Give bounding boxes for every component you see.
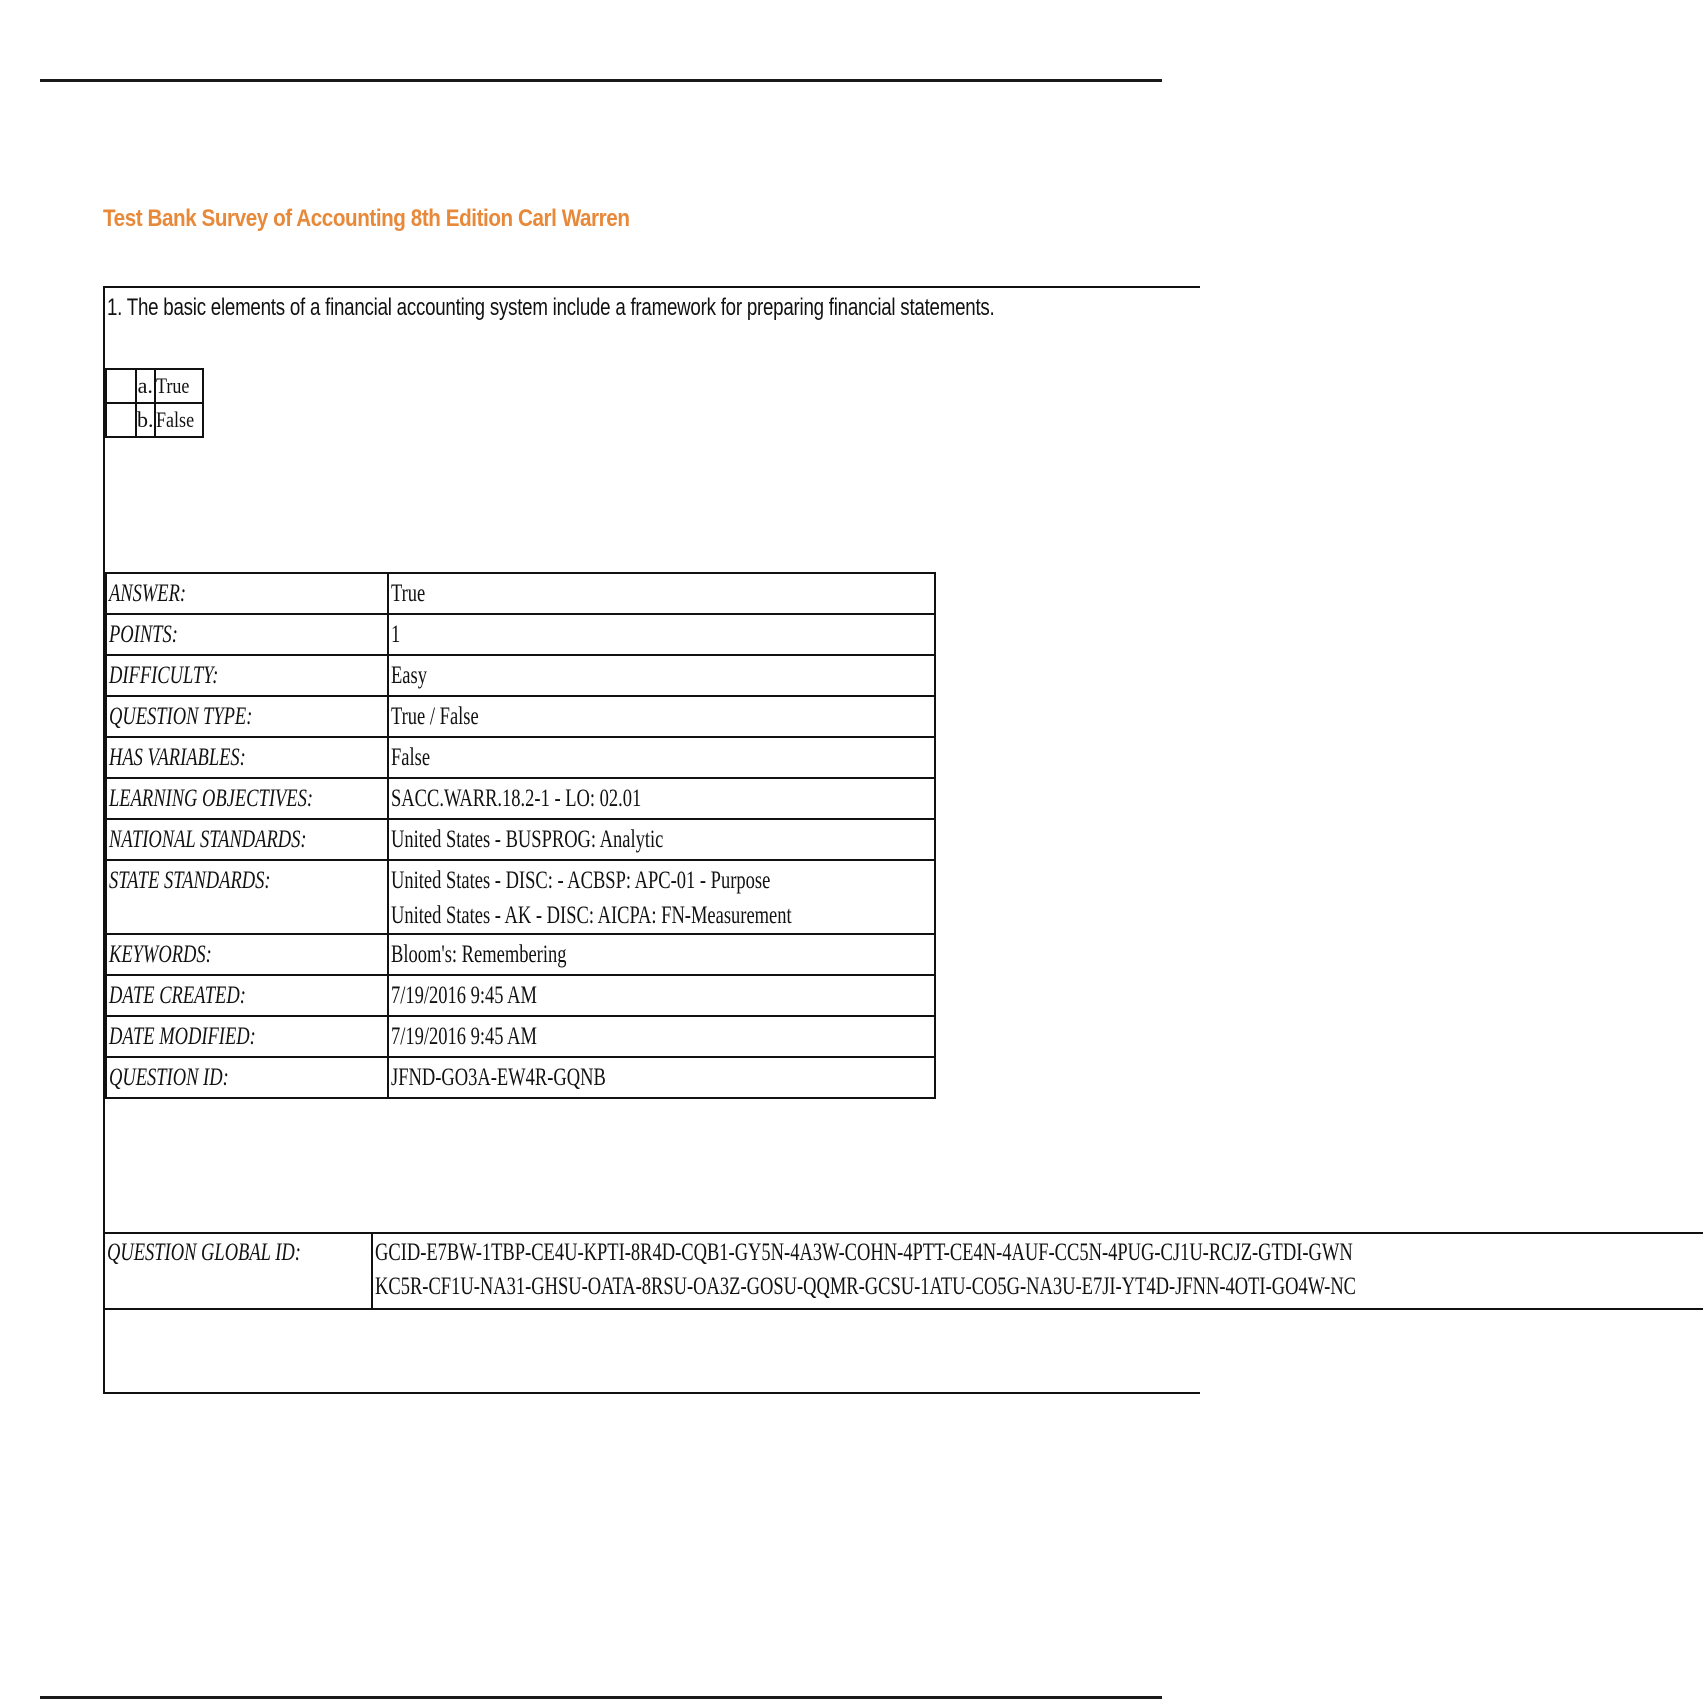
meta-value: 1 — [388, 614, 935, 655]
meta-row — [106, 696, 935, 737]
meta-value: 7/19/2016 9:45 AM — [388, 1016, 935, 1057]
choice-text — [155, 403, 203, 437]
meta-key: ANSWER: — [106, 573, 388, 614]
meta-value: True — [388, 573, 935, 614]
meta-row — [106, 655, 935, 696]
meta-row — [106, 614, 935, 655]
meta-value: Easy — [388, 655, 935, 696]
meta-key: DATE CREATED: — [106, 975, 388, 1016]
choice-letter: b. — [136, 403, 155, 437]
top-rule — [40, 79, 1162, 82]
choice-row — [106, 369, 203, 403]
global-id-line-2: KC5R-CF1U-NA31-GHSU-OATA-8RSU-OA3Z-GOSU-QQMR-GCSU-1ATU-CO5G-NA3U-E7JI-YT4D-JFNN-4OTI-GO4W-NC — [375, 1273, 1357, 1300]
meta-key: NATIONAL STANDARDS: — [106, 819, 388, 860]
meta-value: JFND-GO3A-EW4R-GQNB — [388, 1057, 935, 1098]
meta-value: United States - BUSPROG: Analytic — [388, 819, 935, 860]
meta-value: False — [388, 737, 935, 778]
choice-label: True — [155, 373, 189, 398]
meta-row — [106, 573, 935, 614]
meta-value: 7/19/2016 9:45 AM — [388, 975, 935, 1016]
metadata-table — [105, 572, 936, 1099]
choice-text — [155, 369, 203, 403]
meta-row — [106, 1016, 935, 1057]
meta-row — [106, 819, 935, 860]
meta-key: KEYWORDS: — [106, 934, 388, 975]
meta-row — [106, 860, 935, 934]
bottom-rule — [40, 1696, 1162, 1699]
meta-key: LEARNING OBJECTIVES: — [106, 778, 388, 819]
meta-key: QUESTION TYPE: — [106, 696, 388, 737]
meta-key: DIFFICULTY: — [106, 655, 388, 696]
meta-key: QUESTION ID: — [106, 1057, 388, 1098]
choice-letter: a. — [136, 369, 155, 403]
answer-choices — [105, 368, 204, 438]
meta-value: United States - DISC: - ACBSP: APC-01 - Purpose United States - AK - DISC: AICPA: FN-Measurement — [388, 860, 935, 934]
question-text: 1. The basic elements of a financial accounting system include a framework for preparing financial statements. — [107, 294, 995, 321]
meta-key: DATE MODIFIED: — [106, 1016, 388, 1057]
global-id-key: QUESTION GLOBAL ID: — [105, 1233, 372, 1309]
global-id-line-1: GCID-E7BW-1TBP-CE4U-KPTI-8R4D-CQB1-GY5N-4A3W-COHN-4PTT-CE4N-4AUF-CC5N-4PUG-CJ1U-RCJZ-GTDI-GWN — [375, 1239, 1353, 1266]
meta-key: POINTS: — [106, 614, 388, 655]
choice-row — [106, 403, 203, 437]
meta-row — [106, 934, 935, 975]
meta-value: True / False — [388, 696, 935, 737]
meta-row — [106, 1057, 935, 1098]
meta-row — [106, 778, 935, 819]
question-box — [103, 286, 1357, 1394]
global-id-row — [105, 1233, 1703, 1309]
choice-checkbox[interactable] — [106, 403, 136, 437]
meta-row — [106, 737, 935, 778]
meta-key: HAS VARIABLES: — [106, 737, 388, 778]
meta-key: STATE STANDARDS: — [106, 860, 388, 934]
global-id-value — [372, 1233, 1703, 1309]
document-title: Test Bank Survey of Accounting 8th Edition Carl Warren — [103, 205, 630, 232]
choice-checkbox[interactable] — [106, 369, 136, 403]
meta-value: SACC.WARR.18.2-1 - LO: 02.01 — [388, 778, 935, 819]
meta-row — [106, 975, 935, 1016]
global-id-table — [105, 1232, 1703, 1310]
meta-value: Bloom's: Remembering — [388, 934, 935, 975]
choice-label: False — [155, 407, 194, 432]
